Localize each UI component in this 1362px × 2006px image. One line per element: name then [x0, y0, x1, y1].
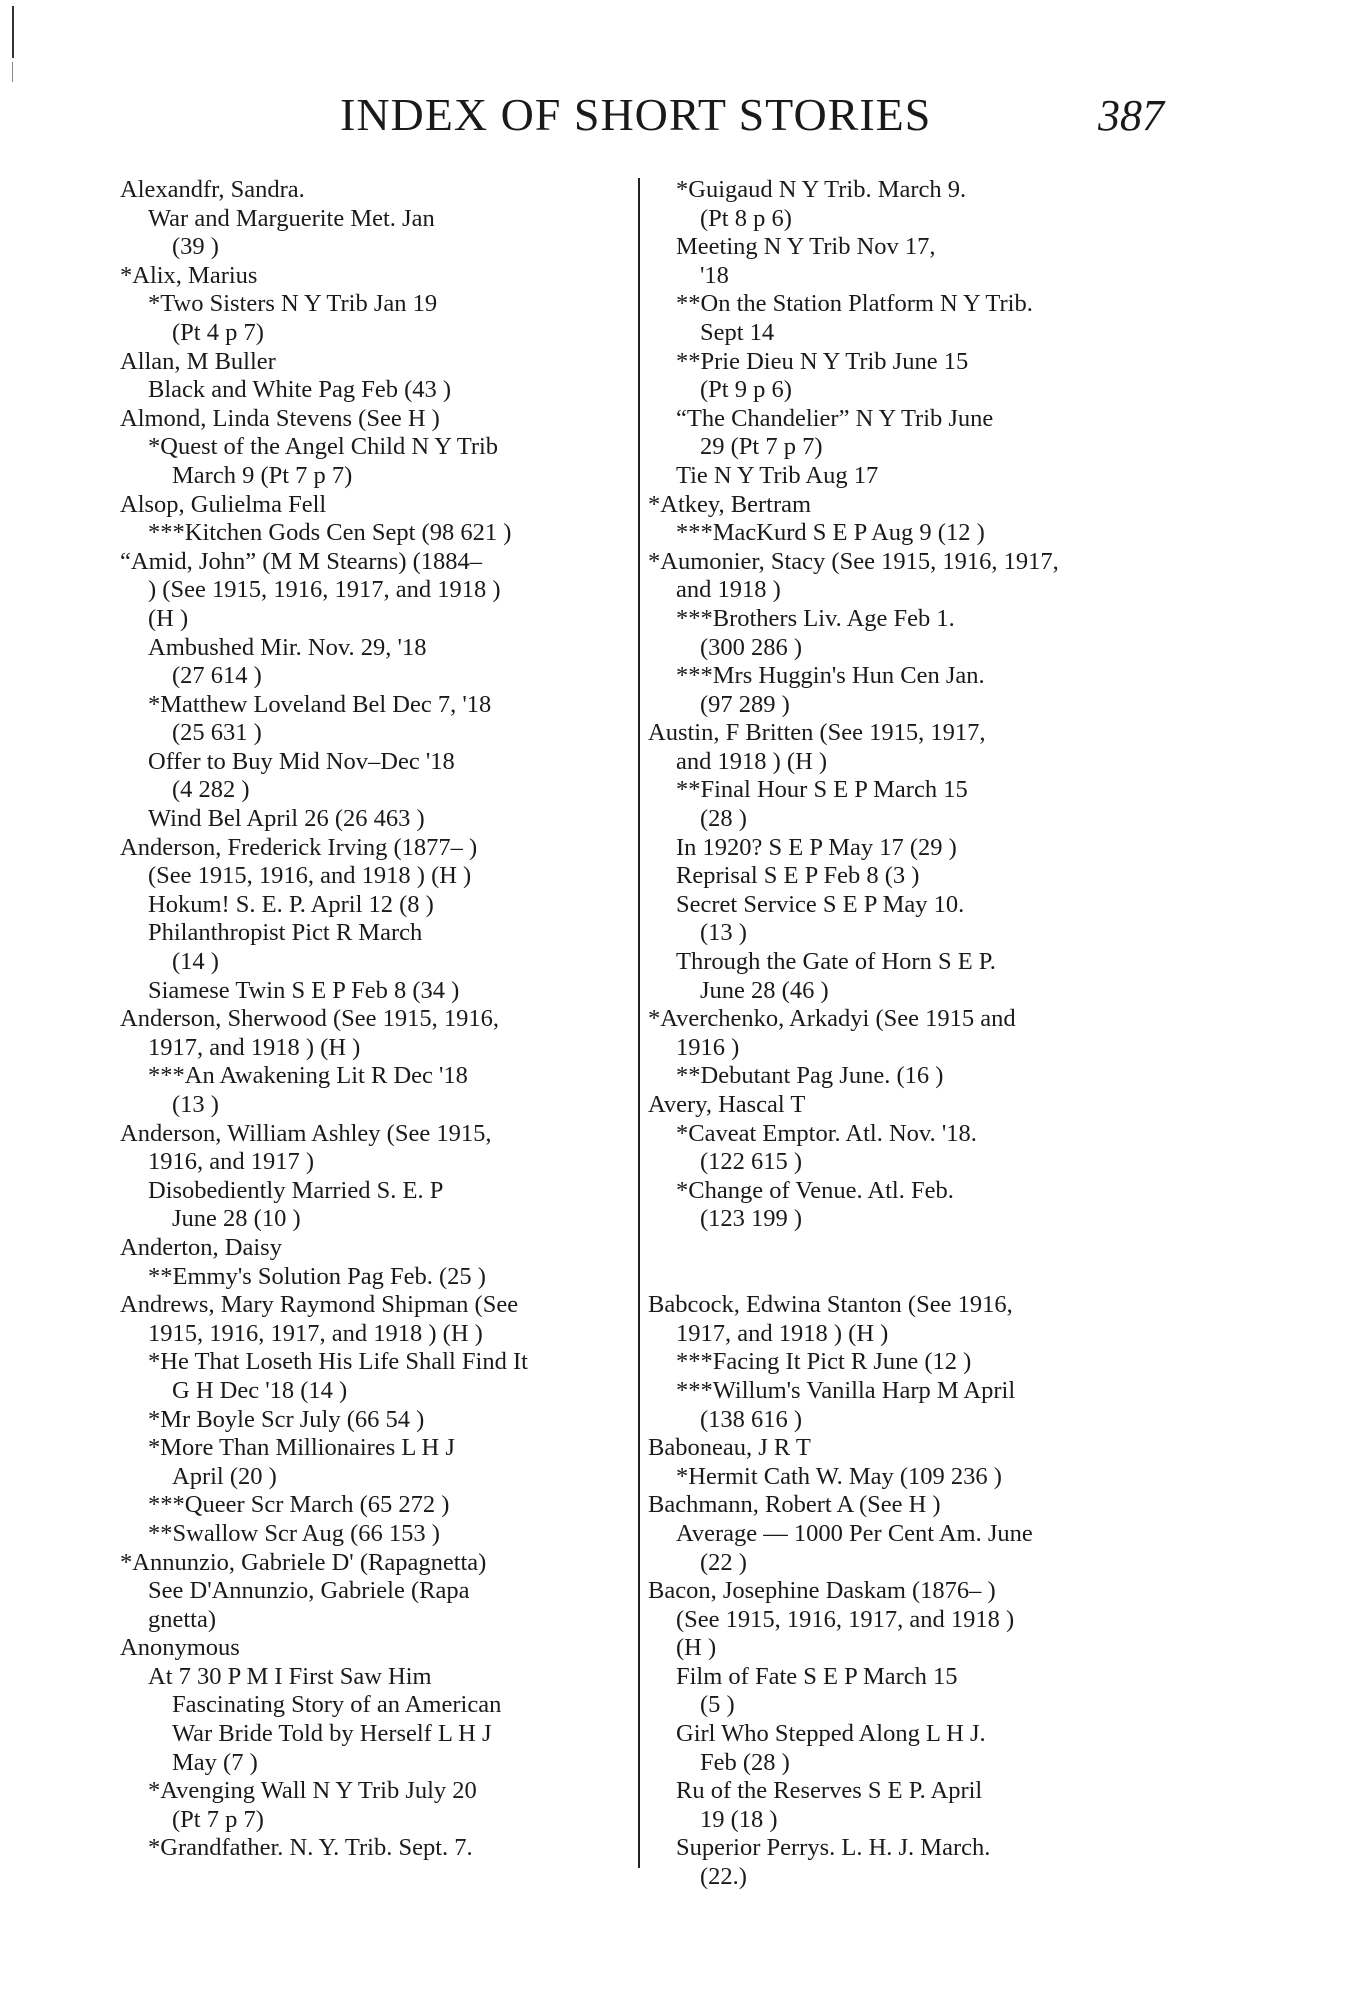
author-heading: Anonymous [120, 1634, 240, 1662]
author-heading: Andrews, Mary Raymond Shipman (See [120, 1291, 519, 1319]
story-entry: 1916, and 1917 ) [148, 1148, 315, 1176]
story-entry: ***Queer Scr March (65 272 ) [148, 1491, 450, 1519]
story-entry: Siamese Twin S E P Feb 8 (34 ) [148, 976, 460, 1004]
story-entry: June 28 (46 ) [700, 976, 829, 1004]
story-entry: (25 631 ) [172, 719, 262, 747]
story-entry: (See 1915, 1916, 1917, and 1918 ) [676, 1605, 1015, 1633]
story-entry: (Pt 7 p 7) [172, 1805, 264, 1833]
story-entry: *Hermit Cath W. May (109 236 ) [676, 1462, 1002, 1490]
story-entry: ***MacKurd S E P Aug 9 (12 ) [676, 519, 985, 547]
author-heading: Alexandfr, Sandra. [120, 176, 305, 203]
story-entry: *Avenging Wall N Y Trib July 20 [148, 1777, 477, 1805]
author-heading: Baboneau, J R T [648, 1434, 811, 1462]
author-heading: *Atkey, Bertram [648, 490, 812, 518]
story-entry: **Emmy's Solution Pag Feb. (25 ) [148, 1262, 486, 1290]
author-heading: Almond, Linda Stevens (See H ) [120, 404, 440, 432]
story-entry: 1917, and 1918 ) (H ) [148, 1033, 361, 1061]
author-heading: Alsop, Gulielma Fell [120, 490, 327, 518]
author-heading: Anderson, Frederick Irving (1877– ) [120, 833, 478, 861]
page-title: INDEX OF SHORT STORIES [340, 89, 932, 140]
story-entry: (5 ) [700, 1691, 735, 1719]
page-number: 387 [1098, 91, 1164, 140]
story-entry: (13 ) [700, 919, 747, 947]
story-entry: ***An Awakening Lit R Dec '18 [148, 1062, 468, 1090]
story-entry: “The Chandelier” N Y Trib June [676, 404, 994, 432]
story-entry: *Mr Boyle Scr July (66 54 ) [148, 1405, 425, 1433]
story-entry: (13 ) [172, 1091, 219, 1118]
story-entry: '18 [700, 261, 729, 289]
story-entry: ***Kitchen Gods Cen Sept (98 621 ) [148, 519, 512, 547]
author-heading: *Averchenko, Arkadyi (See 1915 and [648, 1005, 1016, 1033]
story-entry: **On the Station Platform N Y Trib. [676, 290, 1033, 318]
story-entry: *Quest of the Angel Child N Y Trib [148, 433, 499, 461]
story-entry: Fascinating Story of an American [172, 1691, 502, 1719]
story-entry: (4 282 ) [172, 776, 250, 804]
story-entry: Secret Service S E P May 10. [676, 890, 965, 918]
story-entry: (H ) [148, 604, 189, 632]
story-entry: *Two Sisters N Y Trib Jan 19 [148, 290, 438, 318]
author-heading: Bachmann, Robert A (See H ) [648, 1491, 941, 1519]
story-entry: (See 1915, 1916, and 1918 ) (H ) [148, 862, 472, 890]
author-heading: Anderton, Daisy [120, 1233, 282, 1261]
story-entry: (Pt 9 p 6) [700, 376, 792, 404]
story-entry: Girl Who Stepped Along L H J. [676, 1720, 986, 1748]
author-heading: Allan, M Buller [120, 347, 276, 375]
story-entry: ***Brothers Liv. Age Feb 1. [676, 604, 955, 632]
story-entry: *Guigaud N Y Trib. March 9. [676, 176, 967, 203]
story-entry: Wind Bel April 26 (26 463 ) [148, 805, 425, 833]
story-entry: G H Dec '18 (14 ) [172, 1376, 348, 1404]
story-entry: Ru of the Reserves S E P. April [676, 1777, 983, 1805]
story-entry: Average — 1000 Per Cent Am. June [676, 1519, 1033, 1547]
story-entry: Offer to Buy Mid Nov–Dec '18 [148, 747, 455, 775]
story-entry: and 1918 ) [676, 576, 781, 604]
story-entry: (22.) [700, 1863, 747, 1891]
story-entry: Through the Gate of Horn S E P. [676, 948, 996, 976]
story-entry: (39 ) [172, 233, 219, 261]
story-entry: 29 (Pt 7 p 7) [700, 433, 823, 461]
story-entry: (22 ) [700, 1548, 747, 1576]
running-header [0, 88, 1362, 148]
story-entry: (97 289 ) [700, 690, 790, 718]
author-heading: Anderson, William Ashley (See 1915, [120, 1119, 492, 1147]
story-entry: **Final Hour S E P March 15 [676, 776, 968, 804]
story-entry: (138 616 ) [700, 1405, 803, 1433]
story-entry: ) (See 1915, 1916, 1917, and 1918 ) [148, 576, 501, 604]
story-entry: (27 614 ) [172, 662, 262, 690]
story-entry: 19 (18 ) [700, 1805, 778, 1833]
story-entry: *Caveat Emptor. Atl. Nov. '18. [676, 1119, 977, 1147]
story-entry: 1917, and 1918 ) (H ) [676, 1319, 889, 1347]
story-entry: (14 ) [172, 948, 219, 976]
blank-line [648, 1234, 1168, 1263]
story-entry: and 1918 ) (H ) [676, 747, 828, 775]
story-entry: (300 286 ) [700, 633, 803, 661]
margin-mark [12, 6, 14, 58]
author-heading: *Aumonier, Stacy (See 1915, 1916, 1917, [648, 547, 1059, 575]
blank-line [648, 1263, 1168, 1292]
author-heading: *Annunzio, Gabriele D' (Rapagnetta) [120, 1548, 487, 1576]
story-entry: **Swallow Scr Aug (66 153 ) [148, 1519, 440, 1547]
story-entry: Film of Fate S E P March 15 [676, 1662, 958, 1690]
left-column [120, 176, 630, 1863]
column-divider [638, 178, 640, 1868]
story-entry: Meeting N Y Trib Nov 17, [676, 233, 936, 261]
story-entry: War and Marguerite Met. Jan [148, 204, 435, 232]
story-entry: Reprisal S E P Feb 8 (3 ) [676, 862, 920, 890]
story-entry: ***Willum's Vanilla Harp M April [676, 1376, 1016, 1404]
story-entry: June 28 (10 ) [172, 1205, 301, 1233]
story-entry: (28 ) [700, 805, 747, 833]
story-entry: (Pt 8 p 6) [700, 204, 792, 232]
story-entry: 1916 ) [676, 1033, 740, 1061]
story-entry: In 1920? S E P May 17 (29 ) [676, 833, 957, 861]
story-entry: May (7 ) [172, 1748, 258, 1776]
story-entry: ***Mrs Huggin's Hun Cen Jan. [676, 662, 985, 690]
story-entry: ***Facing It Pict R June (12 ) [676, 1348, 972, 1376]
story-entry: 1915, 1916, 1917, and 1918 ) (H ) [148, 1319, 483, 1347]
story-entry: War Bride Told by Herself L H J [172, 1720, 492, 1748]
story-entry: *He That Loseth His Life Shall Find It [148, 1348, 528, 1376]
story-entry: *Matthew Loveland Bel Dec 7, '18 [148, 690, 492, 718]
author-heading: Austin, F Britten (See 1915, 1917, [648, 719, 986, 747]
author-heading: Babcock, Edwina Stanton (See 1916, [648, 1291, 1013, 1319]
story-entry: Superior Perrys. L. H. J. March. [676, 1834, 991, 1862]
story-entry: (123 199 ) [700, 1205, 803, 1233]
story-entry: Disobediently Married S. E. P [148, 1176, 444, 1204]
author-heading: Avery, Hascal T [648, 1091, 806, 1118]
story-entry: Ambushed Mir. Nov. 29, '18 [148, 633, 427, 661]
story-entry: See D'Annunzio, Gabriele (Rapa [148, 1577, 470, 1605]
story-entry: (Pt 4 p 7) [172, 318, 264, 346]
story-entry: gnetta) [148, 1605, 217, 1633]
margin-mark-faint [12, 62, 13, 82]
author-heading: *Alix, Marius [120, 261, 258, 289]
story-entry: **Prie Dieu N Y Trib June 15 [676, 347, 969, 375]
story-entry: (122 615 ) [700, 1148, 803, 1176]
author-heading: Anderson, Sherwood (See 1915, 1916, [120, 1005, 500, 1033]
story-entry: Tie N Y Trib Aug 17 [676, 461, 879, 489]
story-entry: Feb (28 ) [700, 1748, 790, 1776]
story-entry: Philanthropist Pict R March [148, 919, 423, 947]
story-entry: Hokum! S. E. P. April 12 (8 ) [148, 890, 434, 918]
story-entry: March 9 (Pt 7 p 7) [172, 461, 353, 489]
story-entry: April (20 ) [172, 1462, 277, 1490]
story-entry: *Grandfather. N. Y. Trib. Sept. 7. [148, 1834, 473, 1862]
story-entry: Black and White Pag Feb (43 ) [148, 376, 452, 404]
story-entry: Sept 14 [700, 318, 775, 346]
right-column [648, 176, 1168, 1892]
story-entry: *Change of Venue. Atl. Feb. [676, 1176, 954, 1204]
story-entry: **Debutant Pag June. (16 ) [676, 1062, 944, 1090]
story-entry: *More Than Millionaires L H J [148, 1434, 455, 1462]
author-heading: Bacon, Josephine Daskam (1876– ) [648, 1577, 996, 1605]
story-entry: At 7 30 P M I First Saw Him [148, 1662, 432, 1690]
story-entry: (H ) [676, 1634, 717, 1662]
author-heading: “Amid, John” (M M Stearns) (1884– [120, 547, 483, 575]
